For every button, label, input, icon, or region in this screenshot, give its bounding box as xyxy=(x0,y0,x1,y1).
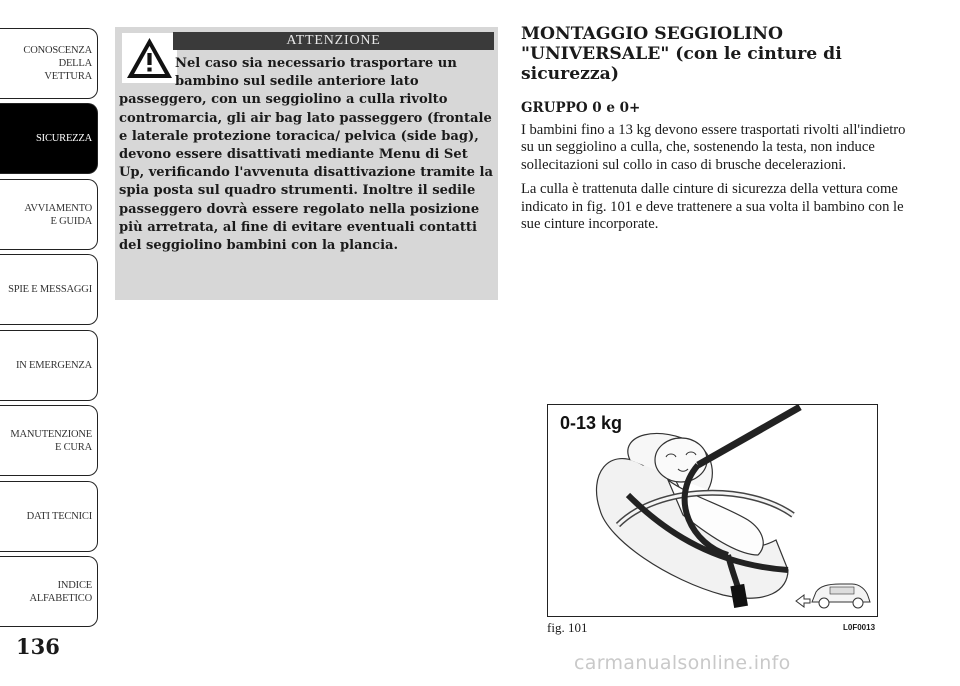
tab-label: DATI TECNICI xyxy=(26,511,92,522)
section-title-line: sicurezza) xyxy=(521,64,619,84)
section-title-line: "UNIVERSALE" (con le cinture di xyxy=(521,44,842,64)
tab-avviamento-e-guida[interactable] xyxy=(0,179,98,250)
section-content xyxy=(521,24,921,240)
warning-header: ATTENZIONE xyxy=(173,32,494,50)
tab-manutenzione-e-cura[interactable] xyxy=(0,405,98,476)
figure-caption: fig. 101 xyxy=(547,620,588,635)
section-title xyxy=(521,24,921,84)
warning-body: Nel caso sia necessario trasportare un bambino sul sedile anteriore lato passeggero, con un seggiolino a culla rivolto contromarcia, gli air bag lato passeggero (frontale e laterale protezione toracica/ pelvica (side bag), devono essere disattivati mediante Menu di Set Up, verificando l'avvenuta disattivazione tramite la spia posta sul quadro strumenti. Inoltre il sedile passeggero dovrà essere regolato nella posizione più arretrata, al fine di evitare eventuali contatti del seggiolino bambini con la plancia. xyxy=(119,56,493,254)
tab-dati-tecnici[interactable] xyxy=(0,481,98,552)
tab-label: SICUREZZA xyxy=(36,133,92,144)
tab-sicurezza[interactable] xyxy=(0,103,98,174)
figure-code: L0F0013 xyxy=(843,623,876,632)
warning-box xyxy=(115,27,498,300)
child-seat-illustration xyxy=(548,405,878,617)
section-subtitle: GRUPPO 0 e 0+ xyxy=(521,100,641,116)
figure-weight-label: 0-13 kg xyxy=(560,413,623,433)
tab-label: INDICE ALFABETICO xyxy=(29,579,92,604)
warning-text xyxy=(119,55,494,255)
direction-arrow-icon xyxy=(796,595,810,607)
tab-indice-alfabetico[interactable] xyxy=(0,556,98,627)
watermark: carmanualsonline.info xyxy=(574,652,791,674)
tab-label: MANUTENZIONE E CURA xyxy=(10,428,92,453)
tab-conoscenza-della-vettura[interactable] xyxy=(0,28,98,99)
tab-label: IN EMERGENZA xyxy=(15,360,92,371)
tab-label: AVVIAMENTO E GUIDA xyxy=(24,202,92,227)
tab-spie-e-messaggi[interactable] xyxy=(0,254,98,325)
car-icon xyxy=(812,584,870,608)
tab-label: CONOSCENZA DELLA VETTURA xyxy=(23,45,92,82)
paragraph: I bambini fino a 13 kg devono essere trasportati rivolti all'indietro su un seggiolino a culla, che, sostenendo la testa, non induce sollecitazioni sul collo in caso di brusche decelerazioni. xyxy=(521,122,906,173)
paragraph: La culla è trattenuta dalle cinture di sicurezza della vettura come indicato in fig. 101 e deve trattenere a sua volta il bambino con le sue cinture incorporate. xyxy=(521,181,904,233)
tab-in-emergenza[interactable] xyxy=(0,330,98,401)
tab-label: SPIE E MESSAGGI xyxy=(8,284,92,295)
figure-child-seat xyxy=(547,404,878,617)
page-number: 136 xyxy=(16,634,60,659)
section-title-line: MONTAGGIO SEGGIOLINO xyxy=(521,24,783,44)
